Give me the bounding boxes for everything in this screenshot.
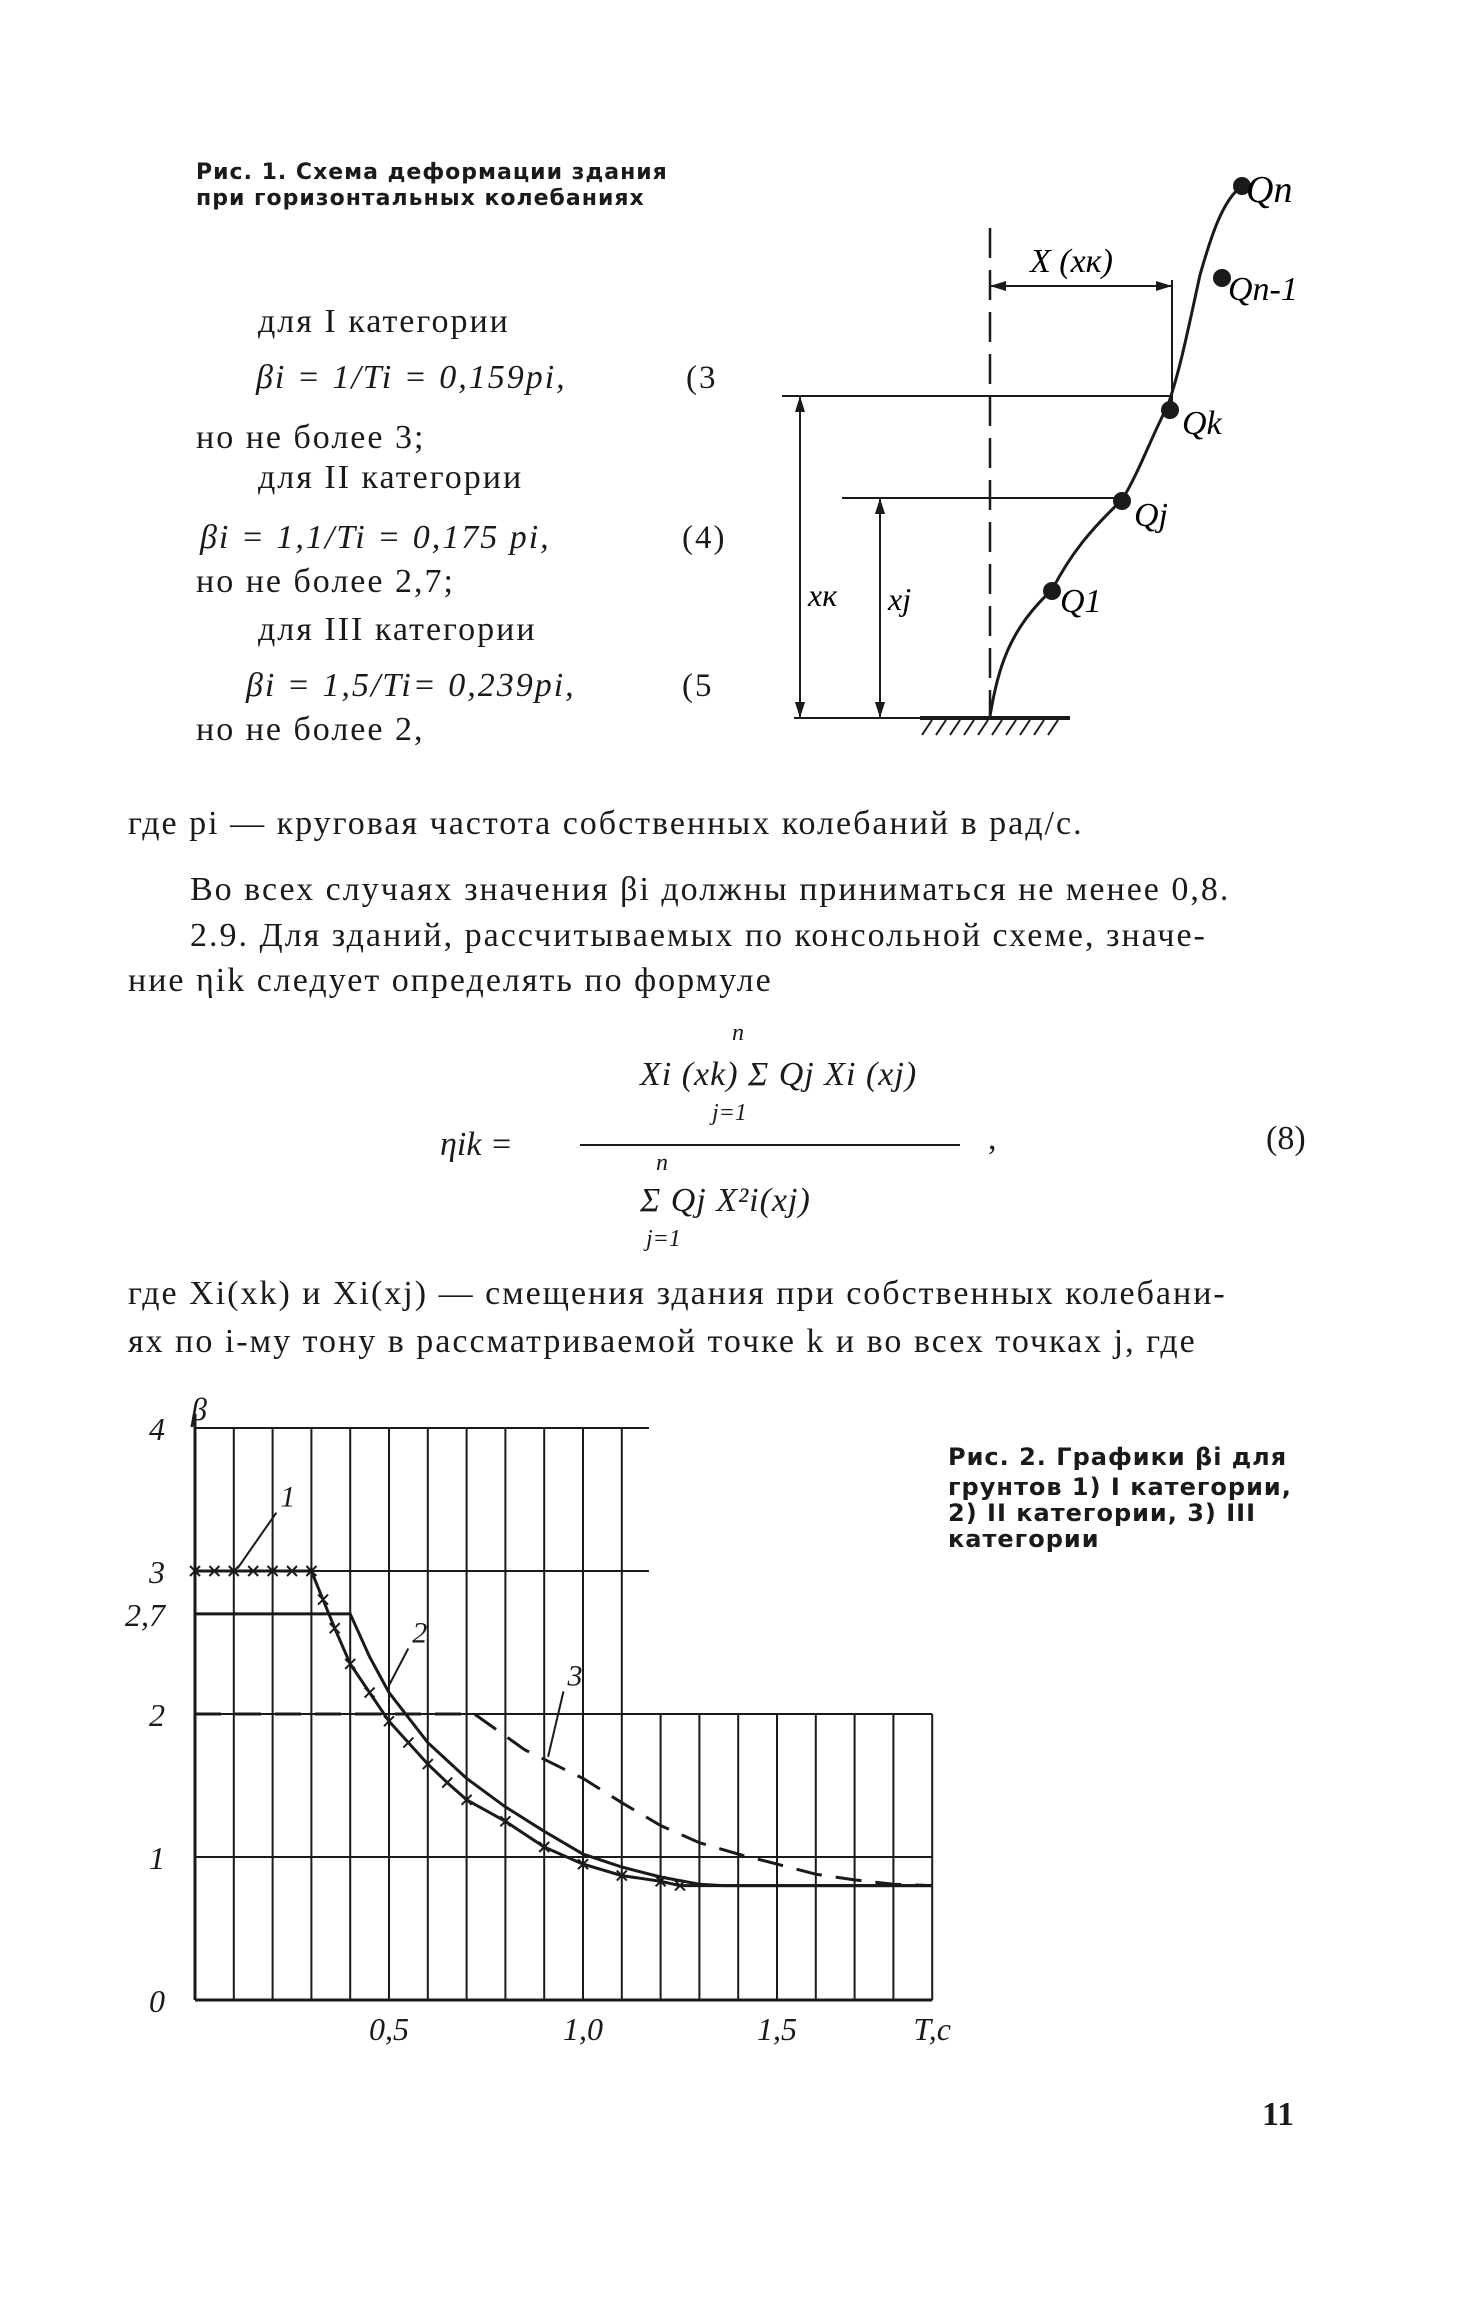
label-xk: xк	[808, 577, 838, 613]
arrowhead-up-icon	[875, 498, 885, 514]
chart-grid	[195, 1414, 932, 2000]
label-Q1: Q1	[1060, 583, 1102, 620]
fraction-bar	[580, 1144, 960, 1146]
fig2-caption-line2: грунтов 1) I категории,	[948, 1473, 1292, 1501]
x-tick-label: 0,5	[369, 2011, 409, 2047]
cat1-formula: βi = 1/Ti = 0,159pi,	[256, 359, 567, 396]
curve-label-1: 1	[280, 1480, 296, 1514]
arrowhead-right-icon	[1156, 281, 1172, 291]
paragraph-pi-definition: где pi — круговая частота собственных колебаний в рад/с.	[128, 805, 1084, 842]
label-Qk: Qk	[1182, 405, 1222, 442]
arrowhead-down-icon	[875, 702, 885, 718]
label-Qn-1: Qn-1	[1228, 271, 1298, 308]
y-axis-label: β	[191, 1391, 207, 1427]
equation-8	[440, 1020, 1320, 1260]
mass-Qk	[1161, 401, 1179, 419]
arrowhead-up-icon	[795, 396, 805, 412]
cat3-label: для III категории	[258, 611, 537, 648]
y-tick-label: 2	[149, 1697, 165, 1733]
y-tick-label: 0	[149, 1983, 165, 2019]
series-line-1	[195, 1571, 932, 1886]
paragraph-displacements-line1: где Xi(xk) и Xi(xj) — смещения здания при собственных колебани-	[128, 1275, 1227, 1312]
denominator-sum-bottom: j=1	[646, 1226, 681, 1252]
deformation-curve	[990, 186, 1242, 716]
curve-label-3: 3	[567, 1659, 583, 1693]
fig2-caption-line1: Рис. 2. Графики βi для	[948, 1443, 1288, 1471]
equation-numerator: Xi (xk) Σ Qj Xi (xj)	[640, 1056, 918, 1093]
numerator-sum-bottom: j=1	[712, 1100, 747, 1126]
x-tick-label: 1,0	[563, 2011, 603, 2047]
cat3-formula: βi = 1,5/Ti= 0,239pi,	[246, 667, 576, 704]
curve-callout-line	[389, 1649, 408, 1686]
mass-Qj	[1113, 492, 1131, 510]
y-tick-label: 3	[149, 1554, 165, 1590]
arrowhead-down-icon	[795, 702, 805, 718]
cat2-formula: βi = 1,1/Ti = 0,175 pi,	[200, 519, 551, 556]
cat1-label: для I категории	[258, 303, 510, 340]
cat3-limit: но не более 2,	[196, 711, 425, 748]
numerator-sum-top: n	[732, 1020, 744, 1046]
x-tick-label: 1,5	[757, 2011, 797, 2047]
equation-number: (8)	[1266, 1120, 1306, 1157]
page-number: 11	[1262, 2096, 1295, 2133]
paragraph-2-9-line1: 2.9. Для зданий, рассчитываемых по консольной схеме, значе-	[190, 917, 1207, 954]
label-Qn: Qn	[1246, 169, 1293, 211]
equation-denominator: Σ Qj X²i(xj)	[640, 1182, 811, 1219]
label-xj: xj	[888, 581, 912, 617]
equation-comma: ,	[988, 1120, 997, 1157]
fig1-caption-line1: Рис. 1. Схема деформации здания	[196, 160, 668, 185]
x-marker	[442, 1778, 452, 1788]
curve-callout-line	[238, 1513, 277, 1568]
cat2-limit: но не более 2,7;	[196, 563, 455, 600]
cat1-limit: но не более 3;	[196, 419, 426, 456]
label-X-xk: X (xк)	[1030, 243, 1113, 280]
fig2-beta-chart	[125, 1391, 1350, 2080]
equation-lhs: ηik =	[440, 1126, 513, 1163]
x-axis-label: T,c	[913, 2011, 952, 2047]
y-tick-label: 1	[149, 1840, 165, 1876]
series-line-3	[195, 1714, 932, 1886]
cat3-eq-number: (5	[682, 668, 714, 704]
arrowhead-left-icon	[990, 281, 1006, 291]
paragraph-2-9-line2: ние ηik следует определять по формуле	[128, 962, 773, 999]
label-Qj: Qj	[1134, 497, 1168, 534]
fig2-caption-line3: 2) II категории, 3) III	[948, 1499, 1257, 1527]
x-marker	[403, 1738, 413, 1748]
cat2-eq-number: (4)	[682, 520, 727, 556]
fig1-caption-line2: при горизонтальных колебаниях	[196, 186, 645, 211]
paragraph-beta-minimum: Во всех случаях значения βi должны приниматься не менее 0,8.	[190, 871, 1231, 908]
ground-hatching	[922, 720, 1058, 735]
curve-callout-line	[548, 1691, 563, 1757]
fig1-deformation-diagram	[770, 150, 1330, 760]
y-tick-label: 4	[149, 1411, 165, 1447]
cat2-label: для II категории	[258, 459, 524, 496]
denominator-sum-top: n	[656, 1150, 668, 1176]
paragraph-displacements-line2: ях по i-му тону в рассматриваемой точке k и во всех точках j, где	[128, 1323, 1197, 1360]
cat1-eq-number: (3	[686, 360, 718, 396]
x-marker	[365, 1688, 375, 1698]
mass-Q1	[1043, 582, 1061, 600]
y-tick-label: 2,7	[125, 1596, 165, 1633]
curve-label-2: 2	[412, 1616, 428, 1650]
chart-series	[190, 1566, 932, 1891]
fig2-caption-line4: категории	[948, 1525, 1100, 1553]
series-line-2	[195, 1614, 932, 1886]
chart-labels	[125, 1391, 951, 2047]
